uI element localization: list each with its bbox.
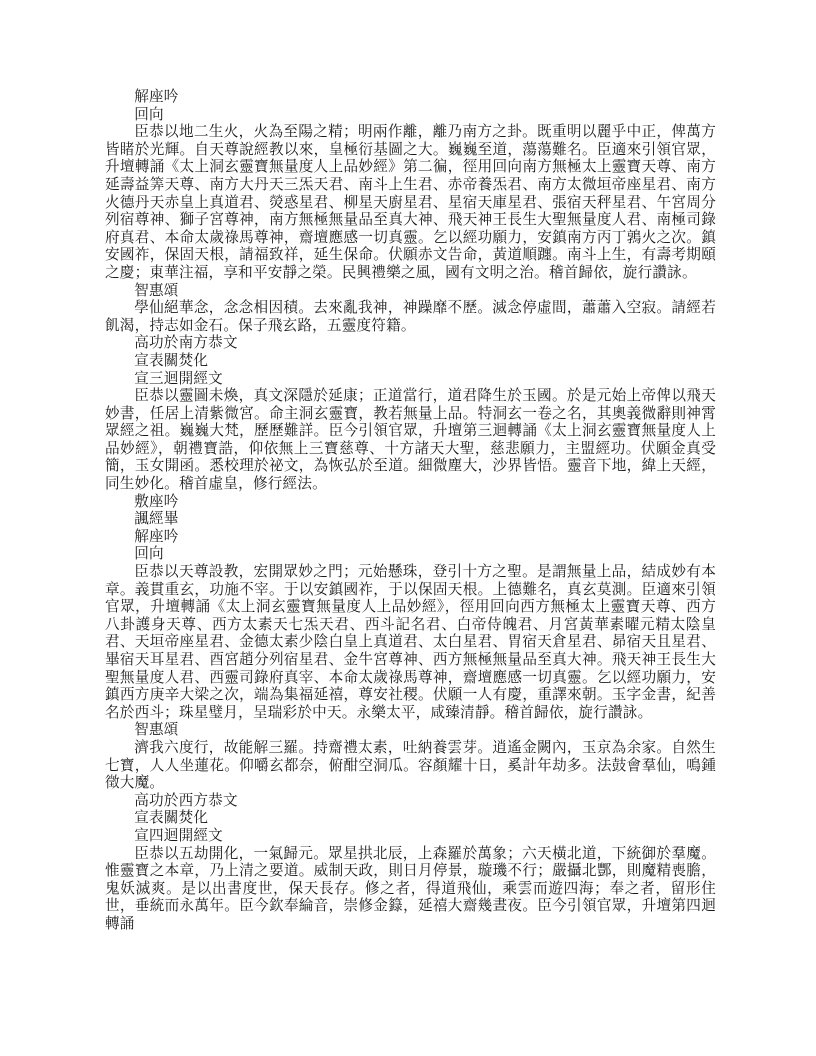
body-paragraph: 濟我六度行，故能解三羅。持齋禮太素，吐納養雲芽。逍遙金闕內，玉京為余家。自然生七寶，人人坐蓮花。仰嚼玄都奈，俯酣空洞瓜。容顏耀十日，奚計年劫多。法鼓會羣仙，鳴鍾徵大魔。 xyxy=(105,738,716,792)
section-heading: 高功於西方恭文 xyxy=(134,791,238,809)
body-paragraph: 臣恭以靈圖未煥，真文深隱於延康；正道當行，道君降生於玉國。於是元始上帝俾以飛天妙書，任居上清紫微宮。命主洞玄靈寶，教若無量上品。特洞玄一卷之名，其奧義微辭則神霄眾經之祖。巍巍大梵，歷歷難詳。臣今引領官眾，升壇第三迴轉誦《太上洞玄靈寶無量度人上品妙經》，朝禮寶誥，仰依無上三寶慈尊、十方諸天大聖，慈悲願力，主盟經功。伏願金真受簡，玉女開函。悉校理於祕文，為恢弘於至道。細微塵大，沙界皆悟。靈音下地，緯上天經，同生妙化。稽首虛皇，修行經法。 xyxy=(105,387,716,493)
body-paragraph: 臣恭以五劫開化，一氣歸元。眾星拱北辰，上森羅於萬象；六天橫北道，下統御於羣魔。惟靈寶之本章，乃上清之要道。威制天政，則日月停景，璇璣不行；嚴攝北酆，則魔精喪膽，鬼妖滅爽。是以出書度世，保天長存。修之者，得道飛仙，乘雲而遊四海；奉之者，留形住世，垂統而永萬年。臣今欽奉綸音，崇修金籙，延禧大齋幾晝夜。臣今引領官眾，升壇第四迴轉誦 xyxy=(105,844,716,932)
section-heading: 宣表關焚化 xyxy=(134,351,209,369)
section-heading: 宣三迴開經文 xyxy=(134,369,223,387)
section-heading: 智惠頌 xyxy=(134,721,179,739)
section-heading: 諷經畢 xyxy=(134,510,179,528)
body-paragraph: 學仙絕華念，念念相因積。去來亂我神，神躁靡不歷。滅念停虛間，蕭蕭入空寂。請經若飢渴，持志如金石。保子飛玄路，五靈度符籍。 xyxy=(105,299,716,334)
text-column xyxy=(105,88,716,933)
section-heading: 回向 xyxy=(134,105,164,123)
section-heading: 高功於南方恭文 xyxy=(134,334,238,352)
section-heading: 敷座吟 xyxy=(134,492,179,510)
section-heading: 智惠頌 xyxy=(134,281,179,299)
section-heading: 回向 xyxy=(134,545,164,563)
section-heading: 解座吟 xyxy=(134,88,179,105)
section-heading: 宣表關焚化 xyxy=(134,809,209,827)
section-heading: 解座吟 xyxy=(134,527,179,545)
body-paragraph: 臣恭以天尊設教，宏開眾妙之門；元始懸珠，登引十方之聖。是謂無量上品，結成妙有本章。義貫重玄，功施不宰。于以安鎮國祚，于以保固天根。上德難名，真玄莫測。臣適來引領官眾，升壇轉誦《太上洞玄靈寶無量度人上品妙經》，徑用回向西方無極太上靈寶天尊、西方八卦護身天尊、西方太素天七炁天君、西斗記名君、白帝侍魄君、月宮黃華素曜元精太陰皇君、天垣帝座星君、金德太素少陰白皇上真道君、太白星君、胃宿天倉星君、昴宿天且星君、畢宿天耳星君、酉宮趙分列宿星君、金牛宮尊神、西方無極無量品至真大神。飛天神王長生大聖無量度人君、西靈司錄府真宰、本命太歲祿馬尊神，齋壇應感一切真靈。乞以經功願力，安鎮西方庚辛大梁之次，端為集福延禧，尊安社稷。伏願一人有慶，重譯來朝。玉字金書，紀善名於西斗；珠星璧月，呈瑞彩於中天。永樂太平，咸臻清靜。稽首歸依，旋行讚詠。 xyxy=(105,563,716,721)
body-paragraph: 臣恭以地二生火，火為至陽之精；明兩作離，離乃南方之卦。既重明以麗乎中正，俾萬方皆睹於光輝。自天尊說經教以來，皇極衍基圖之大。巍巍至道，蕩蕩難名。臣適來引領官眾，升壇轉誦《太上洞玄靈寶無量度人上品妙經》第二徧，徑用回向南方無極太上靈寶天尊、南方延壽益筭天尊、南方大丹天三炁天君、南斗上生君、赤帝養炁君、南方太微垣帝座星君、南方火德丹天赤皇上真道君、熒惑星君、柳星天廚星君、星宿天庫星君、張宿天秤星君、午宮周分列宿尊神、獅子宮尊神，南方無極無量品至真大神、飛天神王長生大聖無量度人君、南極司錄府真君、本命太歲祿馬尊神，齋壇應感一切真靈。乞以經功願力，安鎮南方丙丁鶉火之次。鎮安國祚，保固天根，請福致祥，延生保命。伏願赤文告命，黃道順躔。南斗上生，有壽考期頤之慶；東華注福，享和平安靜之榮。民興禮樂之風，國有文明之治。稽首歸依，旋行讚詠。 xyxy=(105,123,716,281)
section-heading: 宣四迴開經文 xyxy=(134,826,223,844)
